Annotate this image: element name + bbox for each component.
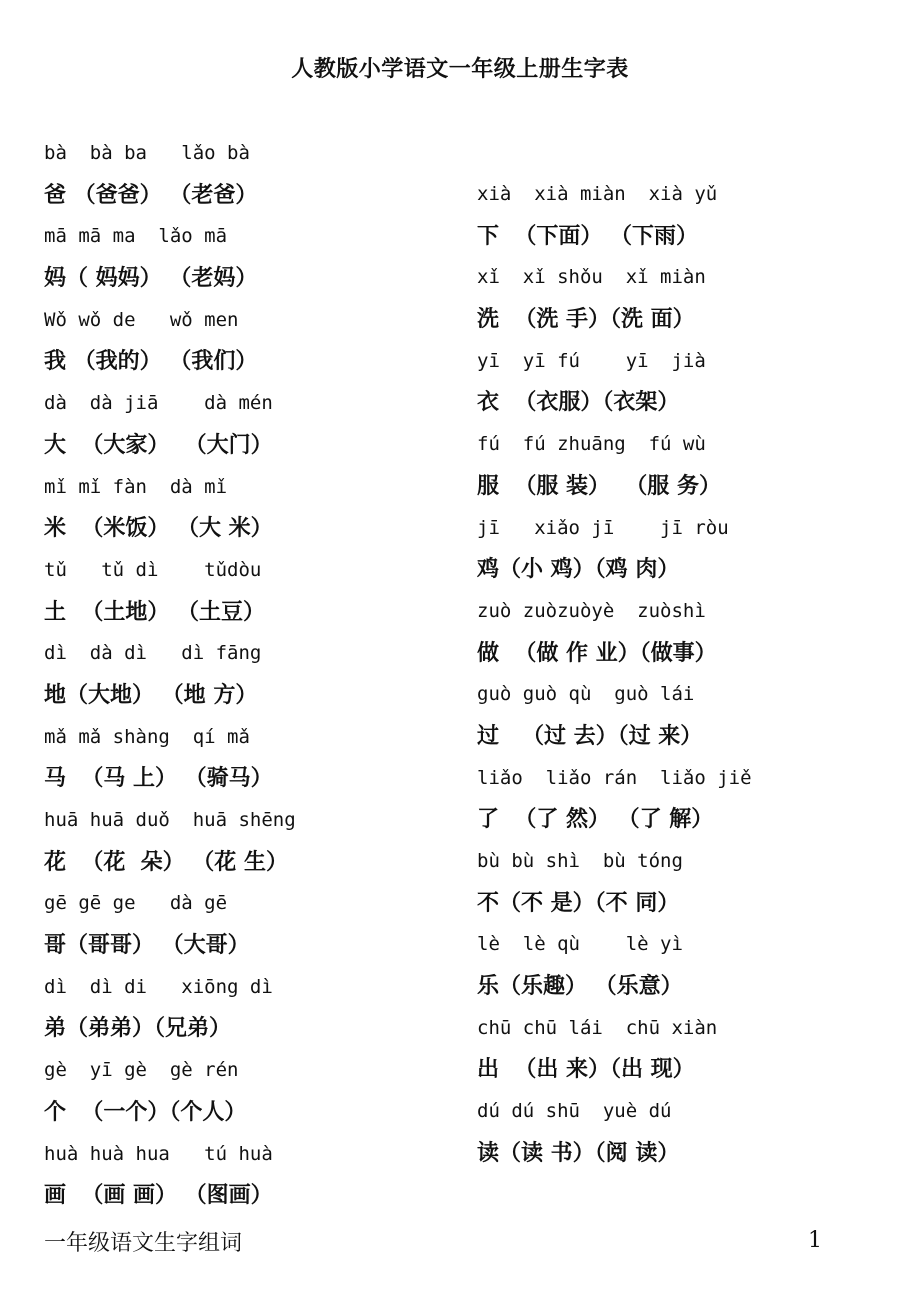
pinyin-line: huā huā duǒ huā shēng [44, 809, 296, 831]
character-line: 鸡（小 鸡）（鸡 肉） [477, 556, 680, 583]
character-line: 不（不 是）（不 同） [477, 889, 680, 916]
character-line: 了 （了 然） （了 解） [477, 806, 714, 833]
pinyin-line: lè lè qù lè yì [477, 933, 683, 956]
character-line: 个 （一个）（个人） [44, 1098, 247, 1125]
page-number: 1 [808, 1228, 822, 1253]
character-line: 大 （大家） （大门） [44, 431, 273, 458]
character-line: 乐（乐趣） （乐意） [477, 973, 683, 1000]
pinyin-line: huà huà hua tú huà [44, 1142, 273, 1165]
right-column [477, 174, 897, 1175]
pinyin-line: guò guò qù guò lái [477, 683, 695, 706]
pinyin-line: jī xiǎo jī jī ròu [477, 516, 729, 539]
page-title: 人教版小学语文一年级上册生字表 [291, 56, 629, 82]
pinyin-line: chū chū lái chū xiàn [477, 1016, 718, 1039]
character-line: 下 （下面） （下雨） [477, 222, 698, 249]
pinyin-line: mā mā ma lǎo mā [44, 225, 228, 248]
pinyin-line: bà bà ba lǎo bà [44, 142, 250, 164]
character-line: 爸 （爸爸） （老爸） [44, 181, 258, 208]
character-line: 哥（哥哥） （大哥） [44, 932, 250, 959]
pinyin-line: gē gē ge dà gē [44, 892, 228, 915]
character-line: 土 （土地） （土豆） [44, 598, 265, 625]
left-column [44, 133, 464, 1217]
pinyin-line: dà dà jiā dà mén [44, 392, 273, 415]
pinyin-line: mǎ mǎ shàng qí mǎ [44, 725, 250, 748]
character-line: 服 （服 装） （服 务） [477, 472, 721, 499]
character-line: 做 （做 作 业）（做事） [477, 639, 717, 666]
character-line: 我 （我的） （我们） [44, 348, 258, 375]
character-line: 过 （过 去）（过 来） [477, 722, 703, 749]
pinyin-line: Wǒ wǒ de wǒ men [44, 308, 239, 331]
character-line: 弟（弟弟）（兄弟） [44, 1015, 232, 1042]
character-line: 读（读 书）（阅 读） [477, 1139, 680, 1166]
pinyin-line: xià xià miàn xià yǔ [477, 183, 718, 205]
character-line: 洗 （洗 手）（洗 面） [477, 306, 695, 333]
character-line: 米 （米饭） （大 米） [44, 515, 273, 542]
pinyin-line: fú fú zhuāng fú wù [477, 433, 706, 456]
character-line: 花 （花 朵） （花 生） [44, 848, 288, 875]
pinyin-line: mǐ mǐ fàn dà mǐ [44, 475, 228, 498]
pinyin-line: dú dú shū yuè dú [477, 1100, 672, 1123]
pinyin-line: liǎo liǎo rán liǎo jiě [477, 766, 752, 789]
pinyin-line: zuò zuòzuòyè zuòshì [477, 599, 706, 622]
pinyin-line: xǐ xǐ shǒu xǐ miàn [477, 266, 706, 289]
character-line: 妈（ 妈妈） （老妈） [44, 265, 258, 292]
pinyin-line: dì dì di xiōng dì [44, 975, 273, 998]
pinyin-line: bù bù shì bù tóng [477, 850, 683, 872]
pinyin-line: tǔ tǔ dì tǔdòu [44, 558, 262, 581]
pinyin-line: yī yī fú yī jià [477, 349, 706, 372]
pinyin-line: dì dà dì dì fāng [44, 642, 262, 665]
character-line: 地（大地） （地 方） [44, 681, 258, 708]
character-line: 出 （出 来）（出 现） [477, 1056, 695, 1083]
footer-text: 一年级语文生字组词 [44, 1231, 243, 1256]
character-line: 马 （马 上） （骑马） [44, 765, 273, 792]
pinyin-line: gè yī gè gè rén [44, 1059, 239, 1082]
character-line: 衣 （衣服）（衣架） [477, 389, 680, 416]
character-line: 画 （画 画） （图画） [44, 1182, 273, 1209]
